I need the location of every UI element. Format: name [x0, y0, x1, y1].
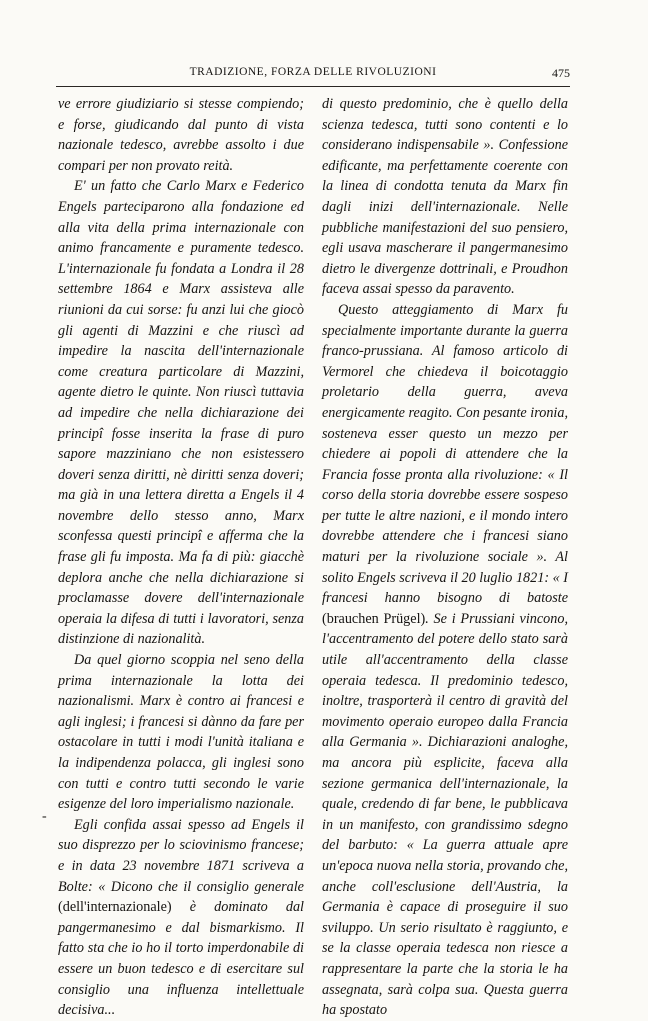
text-run: Egli confida assai spesso ad Engels il suo disprezzo per lo sciovinismo francese; e in data 23 novembre 1871 scriveva a Bolte: « Dicono che il consiglio generale	[58, 816, 304, 895]
right-column	[322, 94, 568, 1021]
margin-mark: ‑	[42, 809, 47, 824]
text-run: . Se i Prussiani vincono, l'accentramento del potere dello stato sarà utile all'accentramento della classe operaia tedesca. Il predominio tedesco, inoltre, trasporterà il centro di gravità del movimento operaio europeo dalla Francia alla Germania ». Dichiarazioni analoghe, ma ancora più esplicite, faceva alla sezione germanica dell'internazionale, la quale, credendo di far bene, le pubblicava in un manifesto, con grandissimo sdegno del barbuto: « La guerra attuale apre un'epoca nuova nella storia, provando che, anche coll'esclusione dell'Austria, la Germania è capace di proseguire il suo sviluppo. Un serio risultato è raggiunto, e se la classe operaia tedesca non riesce a rappresentare la parte che la storia le ha assegnata, sarà colpa sua. Questa guerra ha spostato	[322, 610, 569, 1019]
paragraph: Da quel giorno scoppia nel seno della prima internazionale la lotta dei nazionalismi. Marx è contro ai francesi e agli inglesi; i francesi si dànno da fare per ostacolare in tutti i modi l'unità italiana e la indipendenza polacca, gli inglesi sono con tutti e contro tutti secondo le varie esigenze del loro imperialismo nazionale.	[58, 652, 304, 813]
upright-text: (brauchen Prügel)	[322, 610, 426, 627]
paragraph	[322, 300, 568, 1021]
page-header	[56, 66, 570, 84]
page-number: 475	[552, 66, 570, 80]
upright-text: (dell'internazionale)	[58, 899, 172, 916]
paragraph: ve errore giudiziario si stesse compiendo; e forse, giudicando dal punto di vista nazionale tedesco, avrebbe assolto i due compari per non provato reità.	[58, 96, 304, 174]
paragraph	[58, 815, 304, 1021]
header-rule	[56, 86, 570, 87]
text-run: è dominato dal pangermanesimo e dal bismarkismo. Il fatto sta che io ho il torto imperdonabile di essere un buon tedesco e di esercitare sul consiglio una influenza intellettuale decisiva...	[58, 899, 304, 1019]
paragraph: di questo predominio, che è quello della scienza tedesca, tutti sono contenti e lo considerano indispensabile ». Confessione edificante, ma perfettamente coerente con la linea di condotta tenuta da Marx fin dagli inizi dell'internazionale. Nelle pubbliche manifestazioni del suo pensiero, egli usava mascherare il pangermanesimo dietro le divergenze dottrinali, e Proudhon faceva assai spesso da paravento.	[322, 96, 568, 298]
paragraph: E' un fatto che Carlo Marx e Federico Engels parteciparono alla fondazione ed alla vita della prima internazionale con animo francamente e puramente tedesco. L'internazionale fu fondata a Londra il 28 settembre 1864 e Marx assisteva alle riunioni da cui sorse: fu anzi lui che giocò gli agenti di Mazzini e che riuscì ad impedire la nascita dell'internazionale come creatura particolare di Mazzini, agente dietro le quinte. Non riuscì tuttavia ad impedire che nella dichiarazione dei principî fosse inserita la frase di puro sapore mazziniano che non esistessero doveri senza diritti, nè diritti senza doveri; ma già in una lettera diretta a Engels il 4 novembre dello stesso anno, Marx sconfessa questi principî e afferma che la frase gli fu imposta. Ma fa di più: giacchè deplora anche che nella dichiarazione si proclamasse dovere dell'internazionale operaia la difesa di tutti i lavoratori, senza distinzione di nazionalità.	[58, 178, 304, 648]
text-run: Questo atteggiamento di Marx fu specialmente importante durante la guerra franco-prussiana. Al famoso articolo di Vermorel che chiedeva il boicotaggio proletario della guerra, aveva energicamente reagito. Con pesante ironia, sosteneva esser questo un mezzo per chiedere ai popoli di attendere che la Francia fosse pronta alla rivoluzione: « Il corso della storia dovrebbe essere sospeso per tutte le altre nazioni, e il mondo intero dovrebbe attendere che i francesi siano maturi per la rivoluzione sociale ». Al solito Engels scriveva il 20 luglio 1821: « I francesi hanno bisogno di batoste	[322, 301, 568, 607]
left-column	[58, 94, 304, 1021]
running-title: TRADIZIONE, FORZA DELLE RIVOLUZIONI	[189, 66, 437, 78]
